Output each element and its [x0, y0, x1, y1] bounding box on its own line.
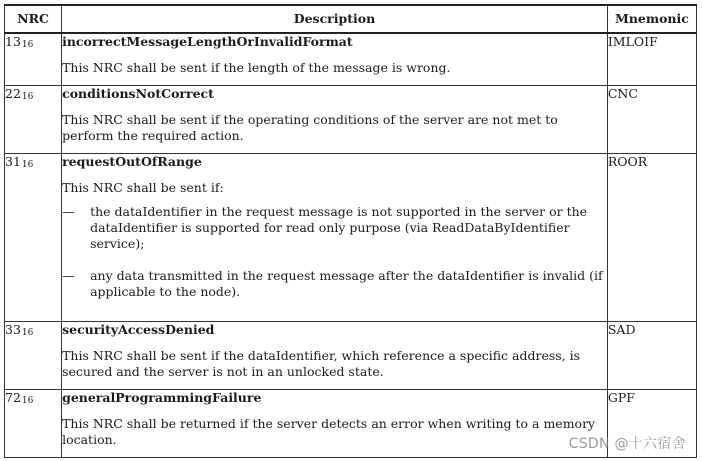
bullet-item: [62, 204, 607, 252]
mnemonic-cell: SAD: [607, 321, 696, 389]
header-mnemonic: Mnemonic: [607, 5, 696, 33]
header-description: Description: [62, 5, 608, 33]
nrc-code-base: 16: [21, 40, 34, 50]
description-cell: [62, 153, 608, 321]
bullet-dash: —: [62, 267, 75, 283]
nrc-description: This NRC shall be sent if the dataIdentifier, which reference a specific address, is secured and the server is not in an unlocked state.: [62, 347, 581, 379]
table-row: [5, 85, 697, 153]
bullet-text: the dataIdentifier in the request message is not supported in the server or the dataIdentifier is supported for read only purpose (via ReadDataByIdentifier service);: [90, 203, 588, 251]
nrc-code: 13: [5, 34, 21, 49]
nrc-code-base: 16: [21, 327, 34, 338]
table-row: [5, 153, 697, 321]
nrc-name: incorrectMessageLengthOrInvalidFormat: [62, 34, 353, 49]
nrc-description: This NRC shall be sent if the length of the message is wrong.: [62, 60, 451, 75]
description-cell: [62, 321, 608, 389]
nrc-code-cell: [5, 153, 62, 321]
nrc-code: 22: [5, 85, 21, 101]
nrc-code: 72: [5, 389, 21, 405]
watermark: CSDN @十六宿舍: [568, 436, 686, 452]
mnemonic-cell: CNC: [607, 85, 696, 153]
bullet-text: any data transmitted in the request message after the dataIdentifier is invalid (if applicable to the node).: [90, 267, 603, 299]
mnemonic-cell: ROOR: [607, 153, 696, 321]
bullet-item: [62, 268, 607, 300]
nrc-description: This NRC shall be sent if:: [62, 179, 224, 195]
nrc-code-cell: [5, 85, 62, 153]
table-row: [5, 321, 697, 389]
nrc-name: conditionsNotCorrect: [62, 85, 214, 101]
mnemonic-cell: GPF: [607, 389, 696, 457]
nrc-code-base: 16: [21, 91, 34, 102]
description-cell: [62, 33, 608, 85]
nrc-code-cell: [5, 389, 62, 457]
nrc-description: This NRC shall be sent if the operating conditions of the server are not met to perform the required action.: [62, 111, 558, 143]
nrc-table: [4, 4, 697, 458]
nrc-code-cell: [5, 321, 62, 389]
nrc-code: 31: [5, 153, 21, 169]
nrc-code: 33: [5, 321, 21, 337]
nrc-description: This NRC shall be returned if the server detects an error when writing to a memory location.: [62, 415, 596, 447]
table-row: [5, 33, 697, 85]
mnemonic-cell: IMLOIF: [607, 33, 696, 85]
nrc-name: generalProgrammingFailure: [62, 389, 262, 405]
nrc-code-base: 16: [21, 395, 34, 406]
nrc-code-base: 16: [21, 159, 34, 170]
description-cell: [62, 85, 608, 153]
description-cell: [62, 389, 608, 457]
nrc-name: securityAccessDenied: [62, 321, 215, 337]
table-header-row: [5, 5, 697, 33]
nrc-name: requestOutOfRange: [62, 153, 202, 169]
nrc-code-cell: [5, 33, 62, 85]
header-nrc: NRC: [5, 5, 62, 33]
bullet-dash: —: [62, 203, 75, 219]
